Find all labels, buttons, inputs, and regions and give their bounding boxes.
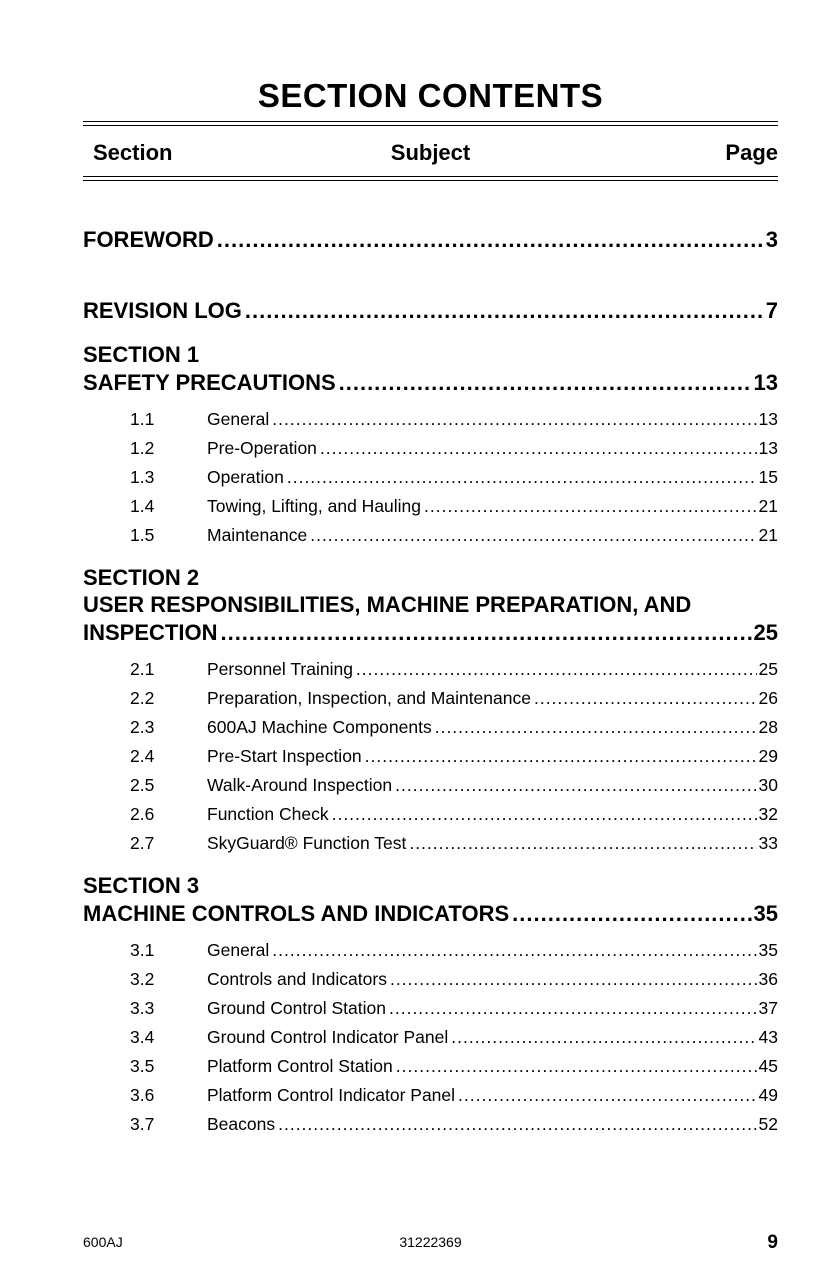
dot-leader xyxy=(278,1114,756,1135)
subentry-label: Maintenance xyxy=(207,525,308,545)
toc-subentry[interactable] xyxy=(83,409,778,430)
dot-leader xyxy=(390,969,757,990)
subentry-page: 30 xyxy=(758,775,778,795)
toc-subentry[interactable] xyxy=(83,1027,778,1048)
footer-model: 600AJ xyxy=(83,1234,123,1250)
section-heading: SECTION 3 xyxy=(83,873,200,898)
toc-subentry[interactable] xyxy=(83,1056,778,1077)
toc-subentry[interactable] xyxy=(83,467,778,488)
subentry-page: 35 xyxy=(758,940,778,960)
subentry-number: 3.7 xyxy=(130,1114,155,1134)
subentry-label: Personnel Training xyxy=(207,659,353,679)
subentry-page: 25 xyxy=(758,659,778,679)
dot-leader xyxy=(220,620,751,646)
column-page-label: Page xyxy=(725,140,778,165)
subentry-number: 2.5 xyxy=(130,775,155,795)
subentry-page: 49 xyxy=(758,1085,778,1105)
header-rule-top xyxy=(83,121,778,126)
dot-leader xyxy=(365,746,757,767)
subentry-page: 37 xyxy=(758,998,778,1018)
toc-entry-page: 3 xyxy=(765,227,778,252)
subentry-page: 21 xyxy=(758,525,778,545)
subentry-label: Pre-Start Inspection xyxy=(207,746,362,766)
header-rule-bottom xyxy=(83,176,778,181)
toc-entry-label: SAFETY PRECAUTIONS xyxy=(83,370,336,395)
subentry-number: 2.6 xyxy=(130,804,155,824)
toc-entry-page: 35 xyxy=(753,901,778,926)
subentry-label: Ground Control Indicator Panel xyxy=(207,1027,449,1047)
dot-leader xyxy=(534,688,757,709)
page-title: SECTION CONTENTS xyxy=(257,77,604,114)
subentry-number: 3.3 xyxy=(130,998,155,1018)
column-section-label: Section xyxy=(93,140,173,165)
subentry-label: Platform Control Indicator Panel xyxy=(207,1085,456,1105)
subentry-number: 1.2 xyxy=(130,438,155,458)
subentry-number: 3.4 xyxy=(130,1027,155,1047)
page-footer xyxy=(83,1232,778,1254)
footer-doc-number: 31222369 xyxy=(399,1234,462,1250)
toc-subentry[interactable] xyxy=(83,496,778,517)
subentry-number: 1.5 xyxy=(130,525,155,545)
dot-leader xyxy=(396,1056,757,1077)
dot-leader xyxy=(512,901,751,927)
dot-leader xyxy=(320,438,757,459)
subentry-page: 15 xyxy=(758,467,778,487)
section-heading: SECTION 1 xyxy=(83,342,200,367)
toc-subentry[interactable] xyxy=(83,1114,778,1135)
subentry-label: Controls and Indicators xyxy=(207,969,387,989)
toc-subentry[interactable] xyxy=(83,746,778,767)
subentry-page: 32 xyxy=(758,804,778,824)
subentry-label: Function Check xyxy=(207,804,329,824)
subentry-number: 3.1 xyxy=(130,940,155,960)
toc-entry-label: REVISION LOG xyxy=(83,298,242,323)
dot-leader xyxy=(272,409,756,430)
toc-subentry[interactable] xyxy=(83,438,778,459)
subentry-number: 3.2 xyxy=(130,969,155,989)
toc-subentry[interactable] xyxy=(83,998,778,1019)
subentry-number: 2.4 xyxy=(130,746,155,766)
subentry-label: Beacons xyxy=(207,1114,276,1134)
subentry-page: 33 xyxy=(758,833,778,853)
toc-subentry[interactable] xyxy=(83,688,778,709)
subentry-label: 600AJ Machine Components xyxy=(207,717,432,737)
subentry-label: Walk-Around Inspection xyxy=(207,775,393,795)
subentry-label: SkyGuard® Function Test xyxy=(207,833,407,853)
toc-entry-section-title[interactable] xyxy=(83,620,778,646)
dot-leader xyxy=(451,1027,756,1048)
subentry-page: 21 xyxy=(758,496,778,516)
toc-entry-label: INSPECTION xyxy=(83,620,218,645)
subentry-page: 45 xyxy=(758,1056,778,1076)
toc-subentry[interactable] xyxy=(83,833,778,854)
subentry-page: 28 xyxy=(758,717,778,737)
dot-leader xyxy=(339,370,752,396)
subentry-page: 29 xyxy=(758,746,778,766)
subentry-label: Towing, Lifting, and Hauling xyxy=(207,496,422,516)
subentry-page: 36 xyxy=(758,969,778,989)
subentry-page: 43 xyxy=(758,1027,778,1047)
dot-leader xyxy=(395,775,756,796)
toc-entry-label: MACHINE CONTROLS AND INDICATORS xyxy=(83,901,510,926)
toc-entry-label: FOREWORD xyxy=(83,227,214,252)
toc-subentry[interactable] xyxy=(83,659,778,680)
section-title-line: USER RESPONSIBILITIES, MACHINE PREPARATION, AND xyxy=(83,592,692,617)
subentry-label: Platform Control Station xyxy=(207,1056,393,1076)
toc-entry-section-title[interactable] xyxy=(83,370,778,396)
subentry-number: 3.5 xyxy=(130,1056,155,1076)
subentry-number: 2.1 xyxy=(130,659,155,679)
toc-subentry[interactable] xyxy=(83,775,778,796)
dot-leader xyxy=(424,496,757,517)
column-header xyxy=(83,140,778,170)
toc-entry-page: 25 xyxy=(753,620,778,645)
dot-leader xyxy=(217,227,764,253)
dot-leader xyxy=(287,467,757,488)
toc-entry-revision-log[interactable] xyxy=(83,298,778,324)
toc-subentry[interactable] xyxy=(83,969,778,990)
toc-subentry[interactable] xyxy=(83,525,778,546)
subentry-number: 1.1 xyxy=(130,409,155,429)
subentry-number: 1.3 xyxy=(130,467,155,487)
dot-leader xyxy=(389,998,757,1019)
footer-page-number: 9 xyxy=(767,1232,778,1253)
document-page xyxy=(83,0,778,1275)
dot-leader xyxy=(332,804,757,825)
subentry-label: General xyxy=(207,940,270,960)
toc-entry-section-title[interactable] xyxy=(83,901,778,927)
subentry-label: Operation xyxy=(207,467,284,487)
subentry-number: 2.3 xyxy=(130,717,155,737)
section-heading: SECTION 2 xyxy=(83,565,200,590)
toc-entry-foreword[interactable] xyxy=(83,227,778,253)
dot-leader xyxy=(272,940,756,961)
toc-subentry[interactable] xyxy=(83,804,778,825)
subentry-number: 1.4 xyxy=(130,496,155,516)
subentry-number: 3.6 xyxy=(130,1085,155,1105)
subentry-label: Pre-Operation xyxy=(207,438,317,458)
dot-leader xyxy=(435,717,757,738)
subentry-number: 2.2 xyxy=(130,688,155,708)
toc-subentry[interactable] xyxy=(83,717,778,738)
subentry-label: Ground Control Station xyxy=(207,998,386,1018)
subentry-page: 26 xyxy=(758,688,778,708)
toc-subentry[interactable] xyxy=(83,1085,778,1106)
dot-leader xyxy=(310,525,756,546)
toc-entry-page: 13 xyxy=(753,370,778,395)
dot-leader xyxy=(356,659,757,680)
column-subject-label: Subject xyxy=(390,140,471,165)
subentry-number: 2.7 xyxy=(130,833,155,853)
dot-leader xyxy=(245,298,764,324)
subentry-label: General xyxy=(207,409,270,429)
toc-subentry[interactable] xyxy=(83,940,778,961)
subentry-page: 13 xyxy=(758,438,778,458)
dot-leader xyxy=(458,1085,756,1106)
toc-entry-page: 7 xyxy=(765,298,778,323)
subentry-label: Preparation, Inspection, and Maintenance xyxy=(207,688,531,708)
subentry-page: 52 xyxy=(758,1114,778,1134)
subentry-page: 13 xyxy=(758,409,778,429)
dot-leader xyxy=(409,833,756,854)
